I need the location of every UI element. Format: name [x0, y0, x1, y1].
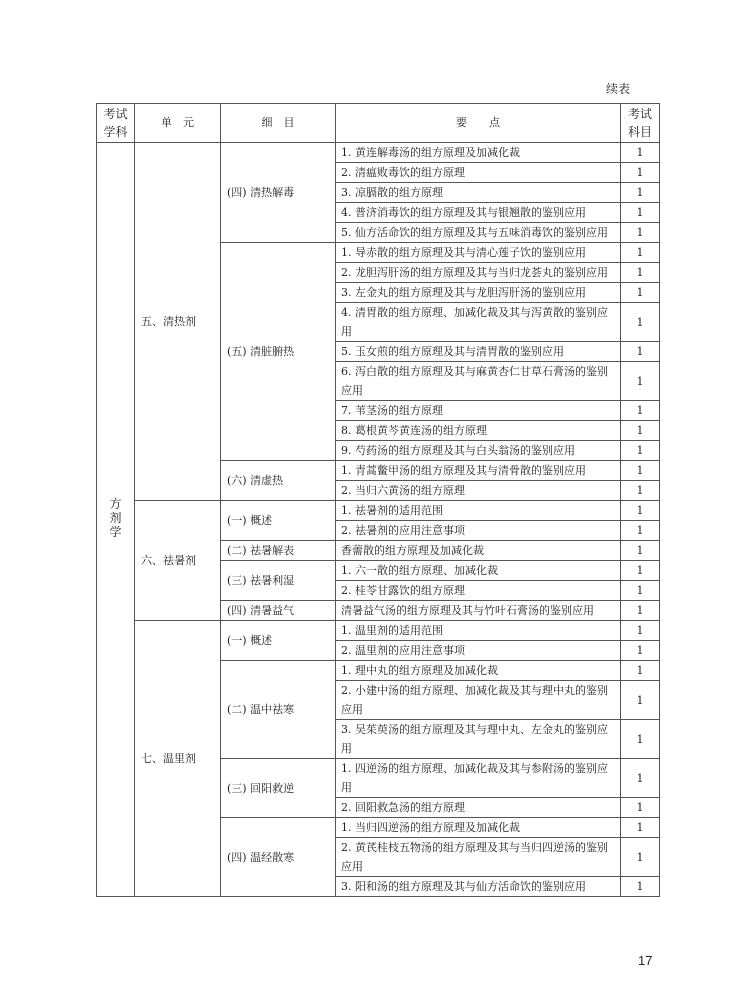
point-score: 1: [621, 263, 660, 283]
subitem-cell: (二) 祛暑解表: [221, 541, 336, 561]
subitem-cell: (二) 温中祛寒: [221, 661, 336, 759]
point-score: 1: [621, 581, 660, 601]
point-text: 5. 玉女煎的组方原理及其与清胃散的鉴别应用: [336, 342, 621, 362]
table-header-row: [97, 104, 660, 143]
subitem-cell: (一) 概述: [221, 621, 336, 661]
table-row: [97, 501, 660, 521]
point-text: 1. 祛暑剂的适用范围: [336, 501, 621, 521]
header-subject: 考试学科: [97, 104, 135, 143]
point-score: 1: [621, 421, 660, 441]
point-text: 2. 祛暑剂的应用注意事项: [336, 521, 621, 541]
point-text: 1. 四逆汤的组方原理、加减化裁及其与参附汤的鉴别应用: [336, 759, 621, 798]
point-text: 3. 左金丸的组方原理及其与龙胆泻肝汤的鉴别应用: [336, 283, 621, 303]
point-score: 1: [621, 441, 660, 461]
subitem-cell: (四) 清热解毒: [221, 143, 336, 243]
point-text: 6. 泻白散的组方原理及其与麻黄杏仁甘草石膏汤的鉴别应用: [336, 362, 621, 401]
syllabus-table: [96, 103, 660, 897]
point-score: 1: [621, 621, 660, 641]
point-text: 2. 桂苓甘露饮的组方原理: [336, 581, 621, 601]
subitem-cell: (三) 祛暑利湿: [221, 561, 336, 601]
subitem-cell: (三) 回阳救逆: [221, 759, 336, 818]
point-score: 1: [621, 877, 660, 897]
point-text: 1. 温里剂的适用范围: [336, 621, 621, 641]
point-score: 1: [621, 601, 660, 621]
point-text: 2. 黄芪桂枝五物汤的组方原理及其与当归四逆汤的鉴别应用: [336, 838, 621, 877]
point-score: 1: [621, 143, 660, 163]
point-score: 1: [621, 481, 660, 501]
point-text: 1. 黄连解毒汤的组方原理及加减化裁: [336, 143, 621, 163]
unit-cell: 七、温里剂: [135, 621, 221, 897]
subitem-cell: (四) 清暑益气: [221, 601, 336, 621]
point-text: 1. 当归四逆汤的组方原理及加减化裁: [336, 818, 621, 838]
point-text: 2. 当归六黄汤的组方原理: [336, 481, 621, 501]
header-points: 要 点: [336, 104, 621, 143]
point-text: 8. 葛根黄芩黄连汤的组方原理: [336, 421, 621, 441]
point-text: 3. 凉膈散的组方原理: [336, 183, 621, 203]
subject-label: 方剂学: [109, 497, 122, 539]
header-item: 细 目: [221, 104, 336, 143]
table-row: [97, 621, 660, 641]
unit-cell: 六、祛暑剂: [135, 501, 221, 621]
point-text: 3. 吴茱萸汤的组方原理及其与理中丸、左金丸的鉴别应用: [336, 720, 621, 759]
header-unit: 单 元: [135, 104, 221, 143]
point-score: 1: [621, 681, 660, 720]
point-score: 1: [621, 661, 660, 681]
point-score: 1: [621, 818, 660, 838]
point-text: 4. 普济消毒饮的组方原理及其与银翘散的鉴别应用: [336, 203, 621, 223]
point-score: 1: [621, 223, 660, 243]
point-text: 7. 苇茎汤的组方原理: [336, 401, 621, 421]
point-text: 香薷散的组方原理及加减化裁: [336, 541, 621, 561]
unit-cell: 五、清热剂: [135, 143, 221, 501]
subitem-cell: (五) 清脏腑热: [221, 243, 336, 461]
point-text: 2. 回阳救急汤的组方原理: [336, 798, 621, 818]
point-text: 1. 理中丸的组方原理及加减化裁: [336, 661, 621, 681]
subitem-cell: (六) 清虚热: [221, 461, 336, 501]
point-text: 9. 芍药汤的组方原理及其与白头翁汤的鉴别应用: [336, 441, 621, 461]
point-score: 1: [621, 401, 660, 421]
header-exam-subject: 考试科目: [621, 104, 660, 143]
table-row: [97, 143, 660, 163]
point-text: 5. 仙方活命饮的组方原理及其与五味消毒饮的鉴别应用: [336, 223, 621, 243]
point-text: 清暑益气汤的组方原理及其与竹叶石膏汤的鉴别应用: [336, 601, 621, 621]
point-text: 2. 清瘟败毒饮的组方原理: [336, 163, 621, 183]
continued-label: 续表: [606, 82, 631, 96]
point-score: 1: [621, 243, 660, 263]
subitem-cell: (一) 概述: [221, 501, 336, 541]
point-score: 1: [621, 461, 660, 481]
point-text: 2. 温里剂的应用注意事项: [336, 641, 621, 661]
point-text: 1. 青蒿鳖甲汤的组方原理及其与清骨散的鉴别应用: [336, 461, 621, 481]
page-number: 17: [638, 953, 653, 968]
subitem-cell: (四) 温经散寒: [221, 818, 336, 897]
point-score: 1: [621, 342, 660, 362]
point-score: 1: [621, 183, 660, 203]
point-score: 1: [621, 203, 660, 223]
point-score: 1: [621, 283, 660, 303]
point-score: 1: [621, 362, 660, 401]
point-score: 1: [621, 303, 660, 342]
point-score: 1: [621, 798, 660, 818]
point-text: 4. 清胃散的组方原理、加减化裁及其与泻黄散的鉴别应用: [336, 303, 621, 342]
point-text: 2. 小建中汤的组方原理、加减化裁及其与理中丸的鉴别应用: [336, 681, 621, 720]
point-score: 1: [621, 561, 660, 581]
subject-cell: [97, 143, 135, 897]
point-score: 1: [621, 163, 660, 183]
point-score: 1: [621, 541, 660, 561]
point-score: 1: [621, 720, 660, 759]
point-score: 1: [621, 838, 660, 877]
point-score: 1: [621, 501, 660, 521]
point-score: 1: [621, 521, 660, 541]
point-score: 1: [621, 641, 660, 661]
point-text: 1. 六一散的组方原理、加减化裁: [336, 561, 621, 581]
point-text: 1. 导赤散的组方原理及其与清心莲子饮的鉴别应用: [336, 243, 621, 263]
point-score: 1: [621, 759, 660, 798]
point-text: 3. 阳和汤的组方原理及其与仙方活命饮的鉴别应用: [336, 877, 621, 897]
point-text: 2. 龙胆泻肝汤的组方原理及其与当归龙荟丸的鉴别应用: [336, 263, 621, 283]
